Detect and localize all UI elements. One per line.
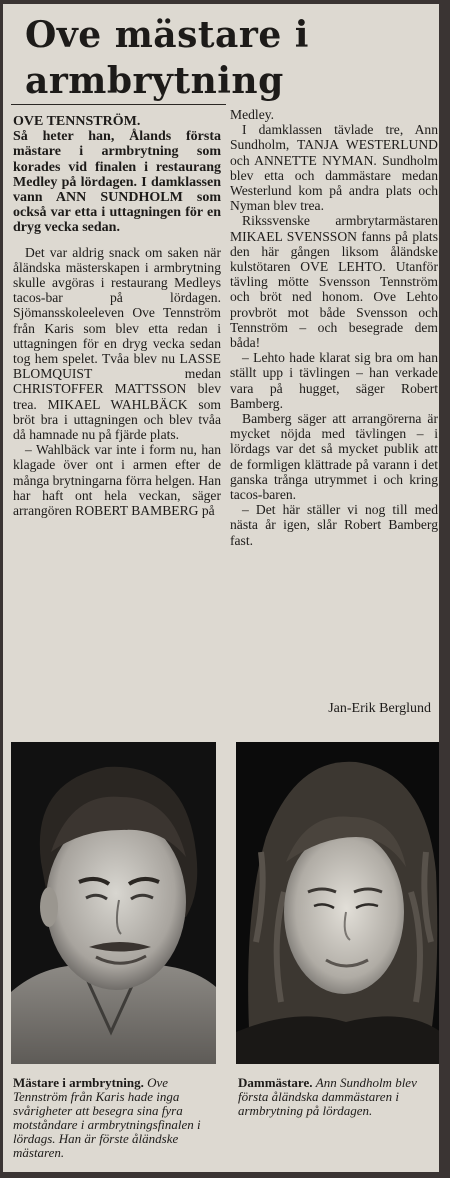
headline-rule bbox=[11, 104, 226, 105]
caption-left-title: Mästare i armbrytning. bbox=[13, 1075, 144, 1090]
article-paragraph: Medley. bbox=[230, 107, 275, 122]
caption-left bbox=[13, 1076, 218, 1160]
caption-right bbox=[238, 1076, 439, 1118]
lead-kicker: OVE TENNSTRÖM. bbox=[13, 114, 141, 129]
article-column-left bbox=[13, 114, 221, 518]
article-column-right bbox=[230, 107, 438, 548]
caption-left-body: Ove Tennström från Karis hade inga svårigheter att besegra sina fyra motståndare i armbrytningsfinalen i lördags. Han är förste åländske mästaren. bbox=[13, 1075, 201, 1160]
article-paragraph: – Lehto hade klarat sig bra om han ställt upp i tävlingen – han verkade vara på hugget, säger Robert Bamberg. bbox=[230, 350, 438, 411]
article-paragraph: Bamberg säger att arrangörerna är mycket nöjda med tävlingen – i lördags var det så mycket publik att de formligen klättrade på varann i det ganska trånga utrymmet i och kring tacos-baren. bbox=[230, 411, 438, 503]
newspaper-clipping bbox=[3, 4, 439, 1172]
article-paragraph: Det var aldrig snack om saken när åländska mästerskapen i armbrytning skulle avgöras i restaurang Medleys tacos-bar på lördagen. Sjömansskoleeleven Ove Tennström från Karis som blev etta redan i uttagningen för en dryg vecka sedan tog hem spelet. Tvåa blev nu LASSE BLOMQUIST medan CHRISTOFFER MATTSSON blev trea. MIKAEL WAHLBÄCK som bröt bra i uttagningen och blev tvåa då hamnade nu på fjärde plats. bbox=[13, 244, 221, 443]
article-paragraph: Rikssvenske armbrytarmästaren MIKAEL SVENSSON fanns på plats den här gången liksom åländske kulstötaren OVE LEHTO. Utanför tävling mötte Svensson Tennström och bröt ned honom. Ove Lehto provbröt mot både Svensson och Tennström – och besegrade dem båda! bbox=[230, 213, 438, 351]
lead-text: Så heter han, Ålands första mästare i armbrytning som korades vid finalen i restaurang Medley på lördagen. I damklassen vann ANN SUNDHOLM som också var etta i uttagningen för en dryg vecka sedan. bbox=[13, 129, 221, 236]
lead-paragraph bbox=[13, 114, 221, 236]
article-paragraph: I damklassen tävlade tre, Ann Sundholm, TANJA WESTERLUND och ANNETTE NYMAN. Sundholm blev etta och dammästare medan Westerlund kom på andra plats och Nyman blev trea. bbox=[230, 122, 438, 214]
portrait-man-image bbox=[11, 742, 216, 1064]
caption-right-title: Dammästare. bbox=[238, 1075, 313, 1090]
article-paragraph: – Det här ställer vi nog till med nästa år igen, slår Robert Bamberg fast. bbox=[230, 502, 438, 548]
portrait-woman-image bbox=[236, 742, 439, 1064]
caption-right-body: Ann Sundholm blev första åländska dammästaren i armbrytning på lördagen. bbox=[238, 1075, 417, 1118]
article-paragraph: – Wahlbäck var inte i form nu, han klagade över ont i armen efter de många brytningarna förra helgen. Han har haft ont hela veckan, säger arrangören ROBERT BAMBERG på bbox=[13, 442, 221, 519]
headline: Ove mästare i armbrytning bbox=[25, 14, 309, 102]
photo-ove-tennstrom bbox=[11, 742, 216, 1064]
photo-ann-sundholm bbox=[236, 742, 439, 1064]
byline: Jan-Erik Berglund bbox=[328, 701, 431, 716]
